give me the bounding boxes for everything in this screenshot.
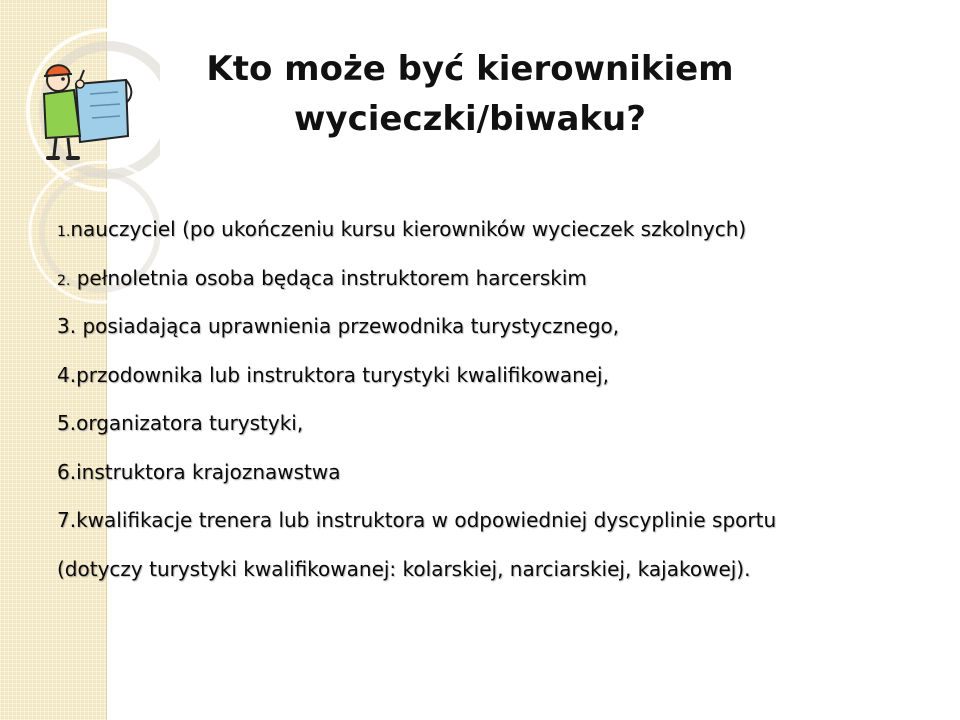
list-item-number: 7. bbox=[57, 508, 77, 532]
slide-title bbox=[140, 44, 800, 144]
list-item-number: 5. bbox=[57, 411, 77, 435]
list-item-text: kwalifikacje trenera lub instruktora w odpowiedniej dyscyplinie sportu bbox=[76, 508, 777, 532]
surveyor-mascot-icon bbox=[34, 54, 134, 164]
list-item-text: (dotyczy turystyki kwalifikowanej: kolarskiej, narciarskiej, kajakowej). bbox=[57, 556, 751, 581]
list-item bbox=[57, 501, 937, 550]
requirements-list bbox=[57, 210, 937, 598]
list-item-text: posiadająca uprawnienia przewodnika turystycznego, bbox=[76, 314, 620, 338]
list-item bbox=[57, 356, 937, 405]
list-item-number: 4. bbox=[57, 362, 77, 387]
slide-title-line-2: wycieczki/biwaku? bbox=[294, 99, 646, 139]
list-item-number: 6. bbox=[57, 459, 77, 484]
slide-title-line-1: Kto może być kierownikiem bbox=[206, 49, 734, 89]
list-item-text: pełnoletnia osoba będąca instruktorem harcerskim bbox=[70, 265, 587, 290]
list-item-text: przodownika lub instruktora turystyki kwalifikowanej, bbox=[76, 362, 609, 387]
list-item-text: nauczyciel (po ukończeniu kursu kierowników wycieczek szkolnych) bbox=[70, 217, 747, 241]
list-item-text: organizatora turystyki, bbox=[76, 411, 304, 435]
list-item-number: 3. bbox=[57, 314, 77, 338]
list-item bbox=[57, 453, 937, 502]
list-item-number: 1. bbox=[57, 224, 71, 240]
list-item-number: 2. bbox=[57, 272, 71, 289]
list-item bbox=[57, 550, 937, 599]
list-item bbox=[57, 210, 937, 259]
list-item bbox=[57, 307, 937, 356]
list-item bbox=[57, 259, 937, 308]
list-item-text: instruktora krajoznawstwa bbox=[76, 459, 341, 484]
list-item bbox=[57, 404, 937, 453]
